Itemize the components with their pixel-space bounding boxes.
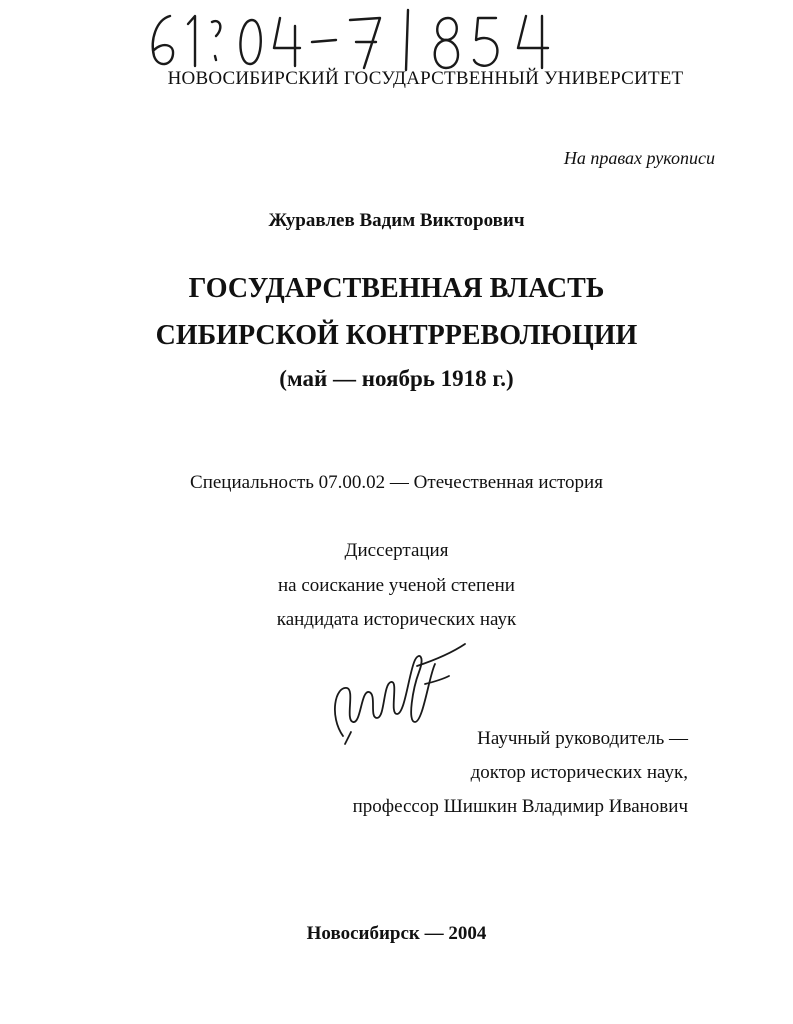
dissertation-line-3: кандидата исторических наук [276, 609, 517, 630]
title-line-2: СИБИРСКОЙ КОНТРРЕВОЛЮЦИИ [155, 320, 638, 351]
supervisor-line-1: Научный руководитель — [477, 728, 688, 749]
city-year: Новосибирск — 2004 [306, 923, 487, 944]
university-name: НОВОСИБИРСКИЙ ГОСУДАРСТВЕННЫЙ УНИВЕРСИТЕТ [167, 68, 684, 89]
dissertation-line-2: на соискание ученой степени [278, 575, 515, 596]
author-name: Журавлев Вадим Викторович [268, 210, 525, 231]
manuscript-rights-note: На правах рукописи [563, 148, 715, 168]
supervisor-line-2: доктор исторических наук, [470, 762, 688, 783]
signature-image [325, 636, 470, 746]
title-line-1: ГОСУДАРСТВЕННАЯ ВЛАСТЬ [188, 273, 605, 304]
specialty-line: Специальность 07.00.02 — Отечественная история [190, 472, 603, 493]
title-line-3: (май — ноябрь 1918 г.) [279, 366, 514, 391]
dissertation-line-1: Диссертация [344, 540, 449, 561]
handwritten-archive-code [140, 6, 580, 72]
supervisor-line-3: профессор Шишкин Владимир Иванович [352, 796, 688, 817]
